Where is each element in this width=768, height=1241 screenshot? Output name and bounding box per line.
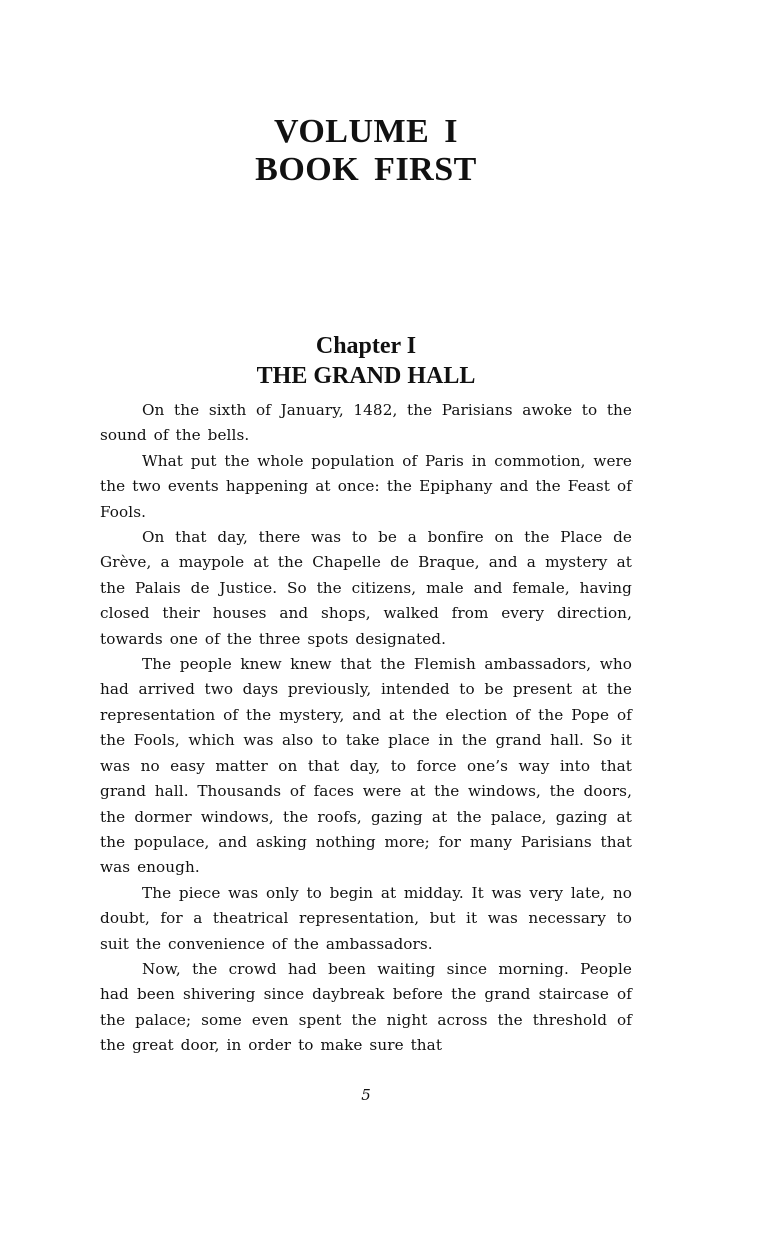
paragraph: On that day, there was to be a bonfire on the Place de Grève, a maypole at the Chapelle de Braque, and a mystery at the Palais de Justice. So the citizens, male and female, having closed their houses and shops, walked from every direction, towards one of the three spots designated.: [100, 528, 632, 648]
volume-heading: [0, 113, 732, 189]
paragraph: On the sixth of January, 1482, the Parisians awoke to the sound of the bells.: [100, 401, 632, 445]
chapter-title: THE GRAND HALL: [256, 363, 476, 389]
book-title: BOOK FIRST: [255, 151, 477, 188]
paragraph: The people knew knew that the Flemish ambassadors, who had arrived two days previously, intended to be present at the representation of the mystery, and at the election of the Pope of the Fools, which was also to take place in the grand hall. So it was no easy matter on that day, to force one’s way into that grand hall. Thousands of faces were at the windows, the doors, the dormer windows, the roofs, gazing at the palace, gazing at the populace, and asking nothing more; for many Parisians that was enough.: [100, 655, 632, 877]
chapter-body: [100, 398, 632, 1059]
paragraph: The piece was only to begin at midday. It was very late, no doubt, for a theatrical representation, but it was necessary to suit the convenience of the ambassadors.: [100, 883, 632, 953]
volume-title: VOLUME I: [273, 113, 459, 150]
chapter-heading: [0, 331, 732, 391]
paragraph: Now, the crowd had been waiting since morning. People had been shivering since daybreak before the grand staircase of the palace; some even spent the night across the threshold of the great door, in order to make sure that: [100, 959, 632, 1055]
page-number: 5: [361, 1086, 371, 1104]
paragraph: What put the whole population of Paris in commotion, were the two events happening at once: the Epiphany and the Feast of Fools.: [100, 451, 632, 521]
chapter-number: Chapter I: [315, 333, 417, 359]
